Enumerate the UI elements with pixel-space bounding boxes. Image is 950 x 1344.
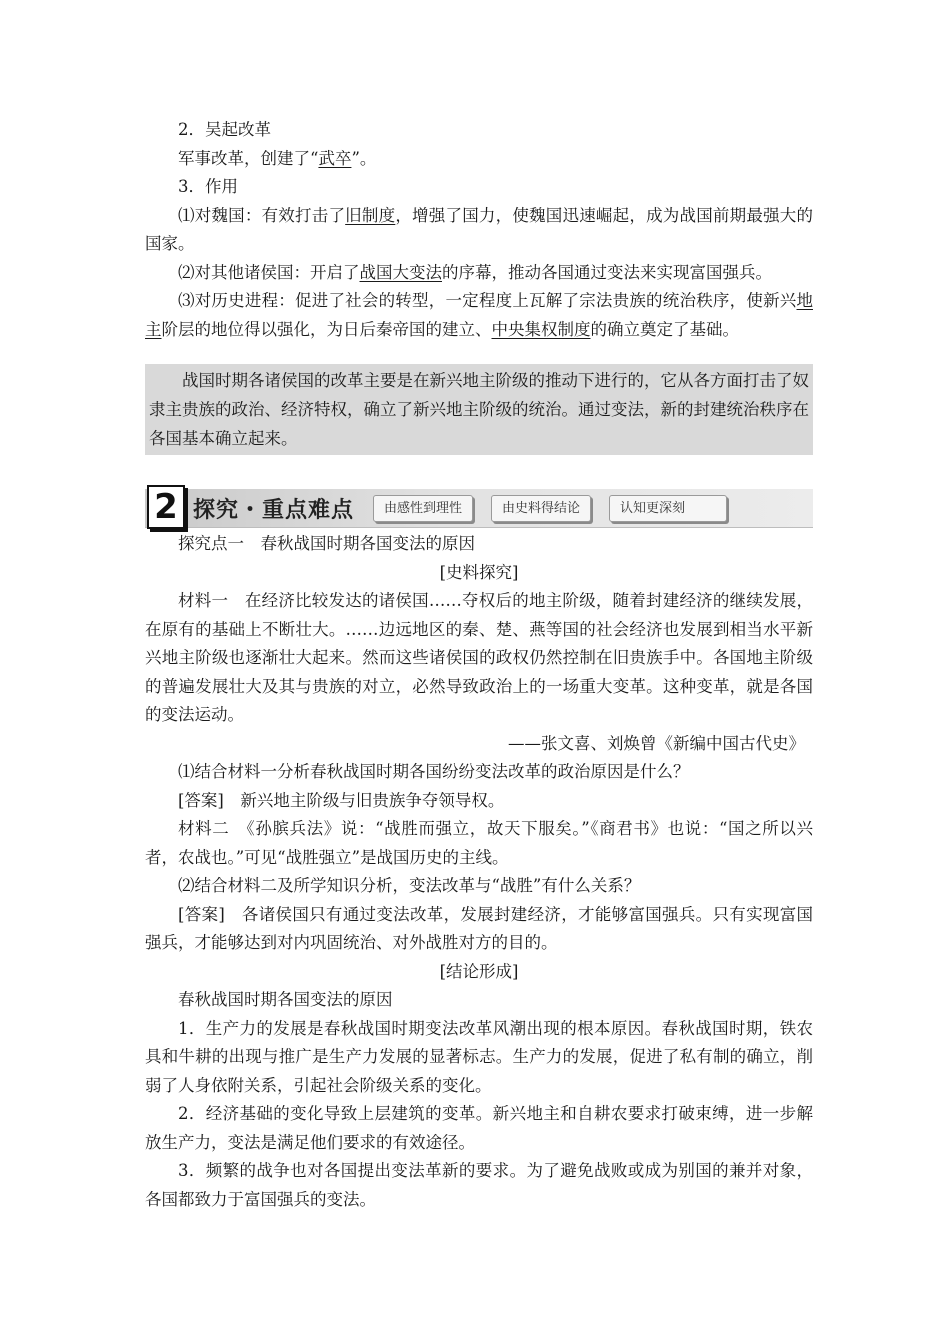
term-landlord: 地主 [145,291,813,339]
conclusion-title: 春秋战国时期各国变法的原因 [178,990,393,1009]
summary-text: 战国时期各诸侯国的改革主要是在新兴地主阶级的推动下进行的，它从各方面打击了奴隶主贵族的政治、经济特权，确立了新兴地主阶级的统治。通过变法，新的封建统治秩序在各国基本确立起来。 [149,371,809,448]
section-title: 探究・重点难点 [193,498,355,523]
effect2-b: 的序幕，推动各国通过变法来实现富国强兵。 [442,262,772,282]
term-great-reform: 战国大变法 [359,262,442,282]
effect1-a: ⑴对魏国：有效打击了 [178,205,346,225]
item3-heading: 3．作用 [178,177,238,196]
term-wuzu: 武卒 [318,148,352,168]
effect1-b: ，增强了国力，使魏国迅速崛起，成为战国前期最强大的国家。 [145,205,814,253]
reason-1: 1．生产力的发展是春秋战国时期变法改革风潮出现的根本原因。春秋战国时期，铁农具和牛耕的出现与推广是生产力发展的显著标志。生产力的发展，促进了私有制的确立，削弱了人身依附关系，引起社会阶级关系的变化。 [145,1018,813,1095]
effect-2 [145,259,813,288]
document-page [145,116,813,1214]
effect3-a: ⑶对历史进程：促进了社会的转型，一定程度上瓦解了宗法贵族的统治秩序，使新兴 [178,291,797,310]
effect-3 [145,287,813,344]
tag-deeper-cognition: 认知更深刻 [609,495,727,522]
material-1-source: ——张文喜、刘焕曾《新编中国古代史》 [508,733,805,753]
item2-text-b: ”。 [351,148,377,168]
term-old-system: 旧制度 [345,205,396,225]
summary-box [145,364,813,455]
section-number: 2 [147,485,185,529]
answer-2: [答案] 各诸侯国只有通过变法改革，发展封建经济，才能够富国强兵。只有实现富国强兵，才能够达到对内巩固统治、对外战胜对方的目的。 [145,904,813,952]
term-centralization: 中央集权制度 [491,319,591,339]
reason-3: 3．频繁的战争也对各国提出变法革新的要求。为了避免战败或成为别国的兼并对象，各国都致力于富国强兵的变法。 [145,1161,813,1209]
question-1: ⑴结合材料一分析春秋战国时期各国纷纷变法改革的政治原因是什么？ [178,762,690,781]
effect2-a: ⑵对其他诸侯国：开启了 [178,262,360,282]
item2-heading: 2．吴起改革 [178,120,271,139]
effect3-c: 的确立奠定了基础。 [590,319,739,339]
tag-material-to-conclusion: 由史料得结论 [491,495,591,522]
item2-text-a: 军事改革，创建了“ [178,148,319,168]
material-1: 材料一 在经济比较发达的诸侯国……夺权后的地主阶级，随着封建经济的继续发展，在原有的基础上不断壮大。……边远地区的秦、楚、燕等国的社会经济也发展到相当水平新兴地主阶级也逐渐壮大起来。然而这些诸侯国的政权仍然控制在旧贵族手中。各国地主阶级的普遍发展壮大及其与贵族的对立，必然导致政治上的一场重大变革。这种变革，就是各国的变法运动。 [145,591,813,724]
reason-2: 2．经济基础的变化导致上层建筑的变革。新兴地主和自耕农要求打破束缚，进一步解放生产力，变法是满足他们要求的有效途径。 [145,1104,813,1152]
answer-1: [答案] 新兴地主阶级与旧贵族争夺领导权。 [178,790,505,810]
subhead-materials: [史料探究] [439,562,519,582]
item2-text [145,145,813,174]
section-banner [145,489,813,528]
tag-perceptual-to-rational: 由感性到理性 [373,495,473,522]
question-2: ⑵结合材料二及所学知识分析，变法改革与“战胜”有什么关系？ [178,876,641,895]
effect-1 [145,202,813,259]
material-2: 材料二 《孙膑兵法》说：“战胜而强立，故天下服矣。”《商君书》也说：“国之所以兴者，农战也。”可见“战胜强立”是战国历史的主线。 [145,819,813,867]
point-title: 探究点一 春秋战国时期各国变法的原因 [178,534,475,553]
inquiry-section [145,530,813,1214]
subhead-conclusion: [结论形成] [439,961,519,981]
effect3-b: 阶层的地位得以强化，为日后秦帝国的建立、 [161,319,492,339]
